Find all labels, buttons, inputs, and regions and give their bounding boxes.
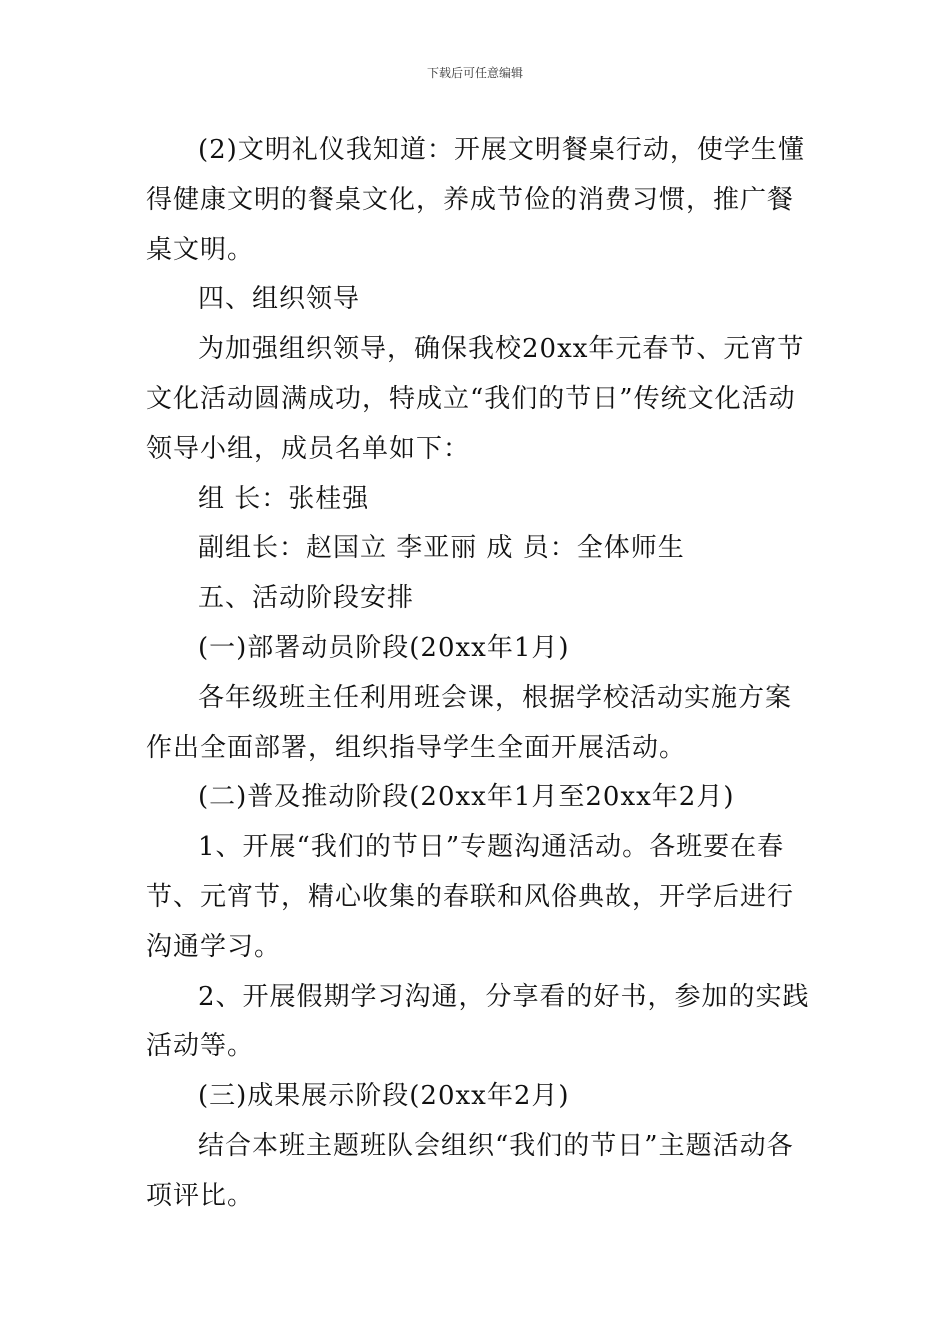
paragraph-leadership-group: 为加强组织领导，确保我校20xx年元春节、元宵节文化活动圆满成功，特成立“我们的节日”传统文化活动领导小组，成员名单如下： xyxy=(146,334,805,464)
paragraph-deputy-leaders: 副组长：赵国立 李亚丽 成 员：全体师生 xyxy=(198,533,685,564)
paragraph-stage-two-item-2: 2、开展假期学习沟通，分享看的好书，参加的实践活动等。 xyxy=(146,981,810,1062)
paragraph-stage-two-item-1: 1、开展“我们的节日”专题沟通活动。各班要在春节、元宵节，精心收集的春联和风俗典故，开学后进行沟通学习。 xyxy=(146,832,795,962)
heading-organization: 四、组织领导 xyxy=(198,284,361,315)
paragraph-stage-one: 各年级班主任利用班会课，根据学校活动实施方案作出全面部署，组织指导学生全面开展活动。 xyxy=(146,682,793,763)
document-body xyxy=(146,126,811,1222)
paragraph-stage-three: 结合本班主题班队会组织“我们的节日”主题活动各项评比。 xyxy=(146,1130,794,1211)
heading-stage-three: (三)成果展示阶段(20xx年2月) xyxy=(198,1081,570,1112)
heading-stage-one: (一)部署动员阶段(20xx年1月) xyxy=(198,632,570,663)
heading-stage-two: (二)普及推动阶段(20xx年1月至20xx年2月) xyxy=(198,782,735,813)
paragraph-group-leader: 组 长：张桂强 xyxy=(198,483,370,514)
page-header: 下载后可任意编辑 xyxy=(426,66,523,80)
paragraph-etiquette: (2)文明礼仪我知道：开展文明餐桌行动，使学生懂得健康文明的餐桌文化，养成节俭的消费习惯，推广餐桌文明。 xyxy=(146,135,805,265)
heading-activity-stages: 五、活动阶段安排 xyxy=(198,583,415,614)
